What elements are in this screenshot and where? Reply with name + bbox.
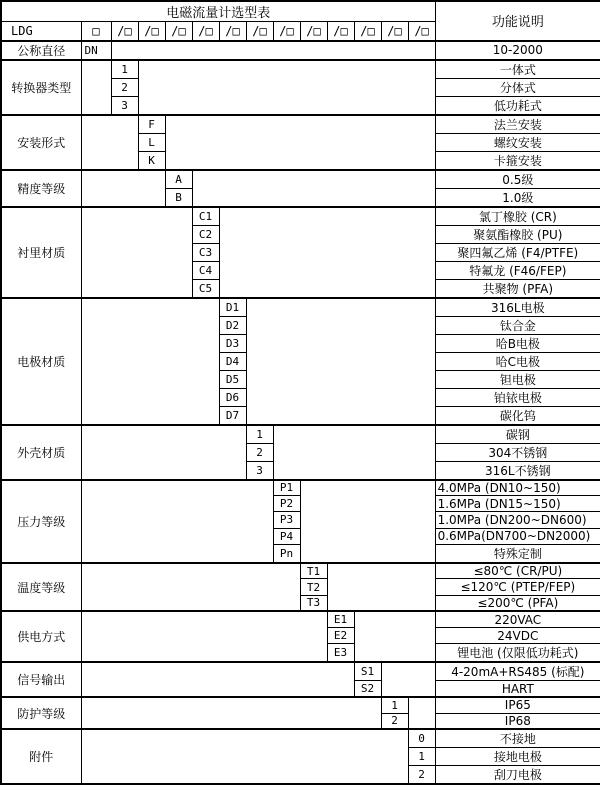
option-desc: 316L电极 (435, 298, 600, 317)
spacer-cell (81, 729, 408, 784)
option-desc: 316L不锈钢 (435, 461, 600, 480)
option-code: T1 (300, 563, 327, 579)
group-label: 电极材质 (1, 298, 81, 425)
group-label: 供电方式 (1, 611, 81, 662)
option-desc: ≤80℃ (CR/PU) (435, 563, 600, 579)
spacer-cell (300, 480, 435, 563)
option-code: P2 (273, 496, 300, 512)
option-desc: IP68 (435, 713, 600, 729)
option-desc: 10-2000 (435, 41, 600, 60)
spacer-cell (381, 662, 435, 697)
model-box: □ (81, 22, 111, 41)
group-label: 防护等级 (1, 697, 81, 729)
option-desc: 1.0MPa (DN200~DN600) (435, 512, 600, 528)
option-desc: 1.6MPa (DN15~150) (435, 496, 600, 512)
spacer-cell (408, 697, 435, 729)
spacer-cell (81, 480, 273, 563)
option-code: L (138, 133, 165, 151)
group-label: 转换器类型 (1, 60, 81, 115)
spacer-cell (81, 170, 165, 207)
group-label: 外壳材质 (1, 425, 81, 480)
option-code: D7 (219, 406, 246, 425)
group-label: 精度等级 (1, 170, 81, 207)
option-code: E1 (327, 611, 354, 627)
option-code: DN (81, 41, 111, 60)
option-desc: 低功耗式 (435, 96, 600, 115)
option-desc: 聚氨酯橡胶 (PU) (435, 225, 600, 243)
option-desc: 不接地 (435, 729, 600, 748)
spacer-cell (81, 662, 354, 697)
spacer-cell (273, 425, 435, 480)
option-code: D5 (219, 370, 246, 388)
option-code: 1 (381, 697, 408, 713)
option-desc: 钛合金 (435, 316, 600, 334)
group-label: 公称直径 (1, 41, 81, 60)
option-desc: 法兰安装 (435, 115, 600, 134)
option-code: K (138, 151, 165, 170)
model-slot: /□ (273, 22, 300, 41)
model-slot: /□ (138, 22, 165, 41)
spacer-cell (327, 563, 435, 612)
option-code: C2 (192, 225, 219, 243)
option-code: D3 (219, 334, 246, 352)
option-desc: 0.6MPa(DN700~DN2000) (435, 528, 600, 544)
option-desc: 哈B电极 (435, 334, 600, 352)
option-code: P4 (273, 528, 300, 544)
option-code: 2 (111, 78, 138, 96)
spacer-cell (219, 207, 435, 298)
table-title: 电磁流量计选型表 (1, 1, 435, 22)
option-desc: ≤200℃ (PFA) (435, 595, 600, 611)
model-slot: /□ (327, 22, 354, 41)
option-desc: 螺纹安装 (435, 133, 600, 151)
option-code: D1 (219, 298, 246, 317)
spacer-cell (81, 611, 327, 662)
option-desc: 220VAC (435, 611, 600, 627)
spacer-cell (354, 611, 435, 662)
option-code: C4 (192, 261, 219, 279)
option-code: C1 (192, 207, 219, 226)
spacer-cell (81, 425, 246, 480)
model-prefix: LDG (1, 22, 81, 41)
spacer-cell (81, 207, 192, 298)
option-code: D4 (219, 352, 246, 370)
function-column-header: 功能说明 (435, 1, 600, 41)
spacer-cell (246, 298, 435, 425)
group-label: 信号输出 (1, 662, 81, 697)
option-code: P1 (273, 480, 300, 496)
group-label: 衬里材质 (1, 207, 81, 298)
group-label: 安装形式 (1, 115, 81, 170)
spacer-cell (165, 115, 435, 170)
group-label: 压力等级 (1, 480, 81, 563)
model-slot: /□ (165, 22, 192, 41)
option-desc: 聚四氟乙烯 (F4/PTFE) (435, 243, 600, 261)
option-desc: 哈C电极 (435, 352, 600, 370)
spacer-cell (111, 41, 435, 60)
spacer-cell (192, 170, 435, 207)
option-code: S2 (354, 681, 381, 697)
option-desc: 共聚物 (PFA) (435, 279, 600, 298)
option-code: T2 (300, 579, 327, 595)
option-code: D6 (219, 388, 246, 406)
option-desc: 1.0级 (435, 188, 600, 207)
model-slot: /□ (246, 22, 273, 41)
option-code: D2 (219, 316, 246, 334)
option-desc: 特殊定制 (435, 544, 600, 563)
option-desc: 304不锈钢 (435, 443, 600, 461)
option-desc: 刮刀电极 (435, 766, 600, 785)
option-code: 0 (408, 729, 435, 748)
model-slot: /□ (111, 22, 138, 41)
model-slot: /□ (219, 22, 246, 41)
option-desc: 接地电极 (435, 748, 600, 766)
option-code: C5 (192, 279, 219, 298)
option-code: F (138, 115, 165, 134)
spacer-cell (81, 60, 111, 115)
option-code: Pn (273, 544, 300, 563)
option-desc: 24VDC (435, 628, 600, 644)
option-desc: 特氟龙 (F46/FEP) (435, 261, 600, 279)
option-code: P3 (273, 512, 300, 528)
spacer-cell (81, 563, 300, 612)
option-desc: 分体式 (435, 78, 600, 96)
option-desc: 锂电池 (仅限低功耗式) (435, 644, 600, 663)
option-code: 1 (111, 60, 138, 79)
option-desc: 卡箍安装 (435, 151, 600, 170)
model-slot: /□ (381, 22, 408, 41)
option-desc: 碳钢 (435, 425, 600, 444)
option-code: 1 (246, 425, 273, 444)
model-slot: /□ (192, 22, 219, 41)
option-desc: 铂铱电极 (435, 388, 600, 406)
option-desc: ≤120℃ (PTEP/FEP) (435, 579, 600, 595)
option-desc: 4.0MPa (DN10~150) (435, 480, 600, 496)
option-code: A (165, 170, 192, 189)
option-code: 2 (246, 443, 273, 461)
option-code: 1 (408, 748, 435, 766)
option-code: C3 (192, 243, 219, 261)
spacer-cell (81, 298, 219, 425)
option-code: E2 (327, 628, 354, 644)
model-slot: /□ (300, 22, 327, 41)
option-desc: IP65 (435, 697, 600, 713)
spacer-cell (81, 697, 381, 729)
option-desc: 4-20mA+RS485 (标配) (435, 662, 600, 681)
spacer-cell (81, 115, 138, 170)
spacer-cell (138, 60, 435, 115)
option-desc: HART (435, 681, 600, 697)
option-code: 3 (111, 96, 138, 115)
option-desc: 钽电极 (435, 370, 600, 388)
option-desc: 氯丁橡胶 (CR) (435, 207, 600, 226)
group-label: 附件 (1, 729, 81, 784)
group-label: 温度等级 (1, 563, 81, 612)
option-desc: 0.5级 (435, 170, 600, 189)
option-code: 3 (246, 461, 273, 480)
option-code: B (165, 188, 192, 207)
option-desc: 一体式 (435, 60, 600, 79)
option-code: 2 (408, 766, 435, 785)
model-slot: /□ (408, 22, 435, 41)
option-desc: 碳化钨 (435, 406, 600, 425)
option-code: S1 (354, 662, 381, 681)
option-code: E3 (327, 644, 354, 663)
option-code: T3 (300, 595, 327, 611)
option-code: 2 (381, 713, 408, 729)
model-slot: /□ (354, 22, 381, 41)
